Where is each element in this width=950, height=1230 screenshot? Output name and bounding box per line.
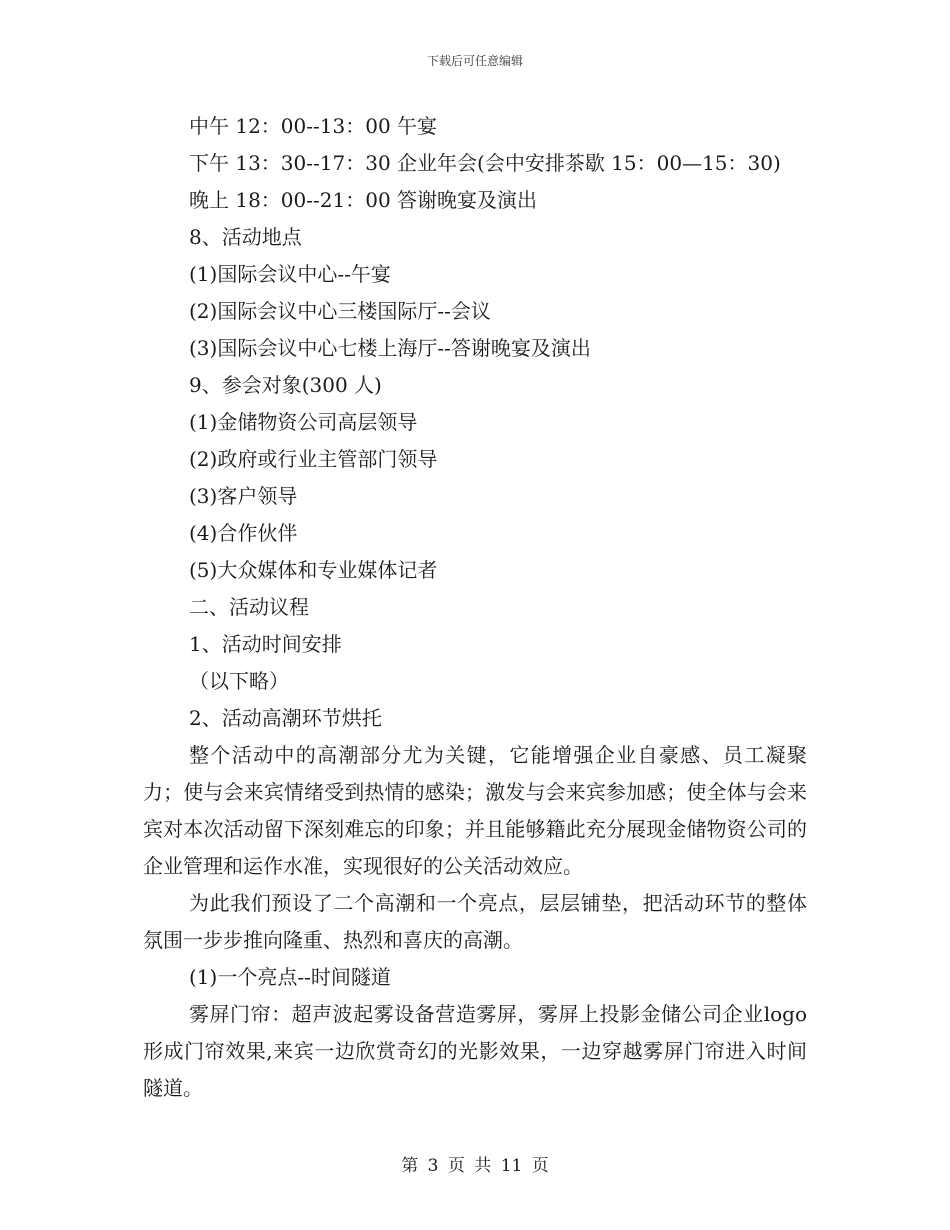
- page-footer-number: 第 3 页 共 11 页: [401, 1156, 549, 1176]
- paragraph-climax-plan: 为此我们预设了二个高潮和一个亮点，层层铺垫，把活动环节的整体氛围一步步推向隆重、热烈和喜庆的高潮。: [143, 891, 807, 952]
- paragraph-climax-intro: 整个活动中的高潮部分尤为关键，它能增强企业自豪感、员工凝聚力；使与会来宾情绪受到热情的感染；激发与会来宾参加感；使全体与会来宾对本次活动留下深刻难忘的印象；并且能够籍此充分展现金储物资公司的企业管理和运作水准，实现很好的公关活动效应。: [143, 743, 807, 878]
- subheading-climax: 2、活动高潮环节烘托: [189, 706, 382, 730]
- subheading-time-schedule: 1、活动时间安排: [189, 632, 342, 656]
- subheading-highlight: (1)一个亮点--时间隧道: [189, 965, 391, 989]
- schedule-afternoon-line: 下午 13：30--17：30 企业年会(会中安排茶歇 15：00—15：30): [189, 151, 781, 175]
- paragraph-fog-curtain: 雾屏门帘：超声波起雾设备营造雾屏，雾屏上投影金储公司企业logo 形成门帘效果,来宾一边欣赏奇幻的光影效果，一边穿越雾屏门帘进入时间隧道。: [143, 1002, 807, 1100]
- section-heading-attendees: 9、参会对象(300 人): [189, 373, 382, 397]
- attendee-item-2: (2)政府或行业主管部门领导: [189, 447, 438, 471]
- schedule-evening-line: 晚上 18：00--21：00 答谢晚宴及演出: [189, 188, 538, 212]
- section-heading-venue: 8、活动地点: [189, 225, 302, 249]
- attendee-item-4: (4)合作伙伴: [189, 521, 298, 545]
- document-body: [143, 108, 807, 1107]
- venue-item-1: (1)国际会议中心--午宴: [189, 262, 391, 286]
- schedule-noon-line: 中午 12：00--13：00 午宴: [189, 114, 438, 138]
- page-header-note: 下载后可任意编辑: [426, 54, 523, 68]
- attendee-item-3: (3)客户领导: [189, 484, 298, 508]
- omitted-note: （以下略）: [189, 669, 289, 693]
- venue-item-2: (2)国际会议中心三楼国际厅--会议: [189, 299, 491, 323]
- attendee-item-1: (1)金储物资公司高层领导: [189, 410, 418, 434]
- section-heading-agenda: 二、活动议程: [189, 595, 309, 619]
- venue-item-3: (3)国际会议中心七楼上海厅--答谢晚宴及演出: [189, 336, 591, 360]
- attendee-item-5: (5)大众媒体和专业媒体记者: [189, 558, 438, 582]
